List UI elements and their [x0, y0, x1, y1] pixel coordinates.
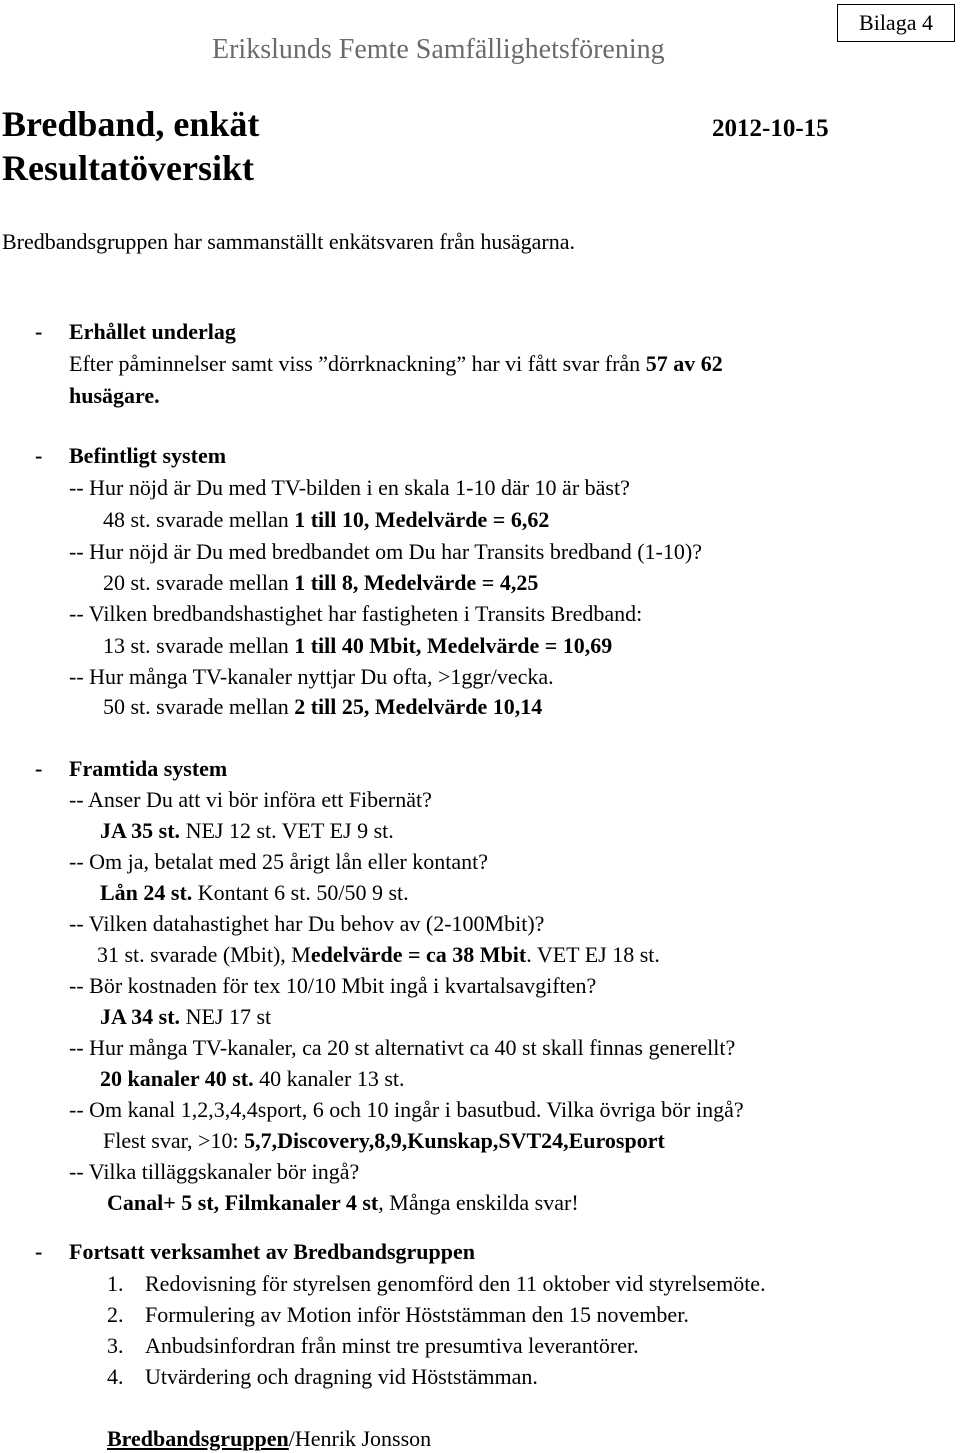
list-item-number: 3. [107, 1333, 124, 1358]
question: -- Hur många TV-kanaler nyttjar Du ofta, >1ggr/vecka. [69, 664, 554, 689]
list-item-number: 1. [107, 1271, 124, 1296]
question: -- Vilka tilläggskanaler bör ingå? [69, 1159, 360, 1184]
section-dash: - [35, 319, 43, 344]
section-heading-framtida: Framtida system [69, 756, 228, 781]
section-dash: - [35, 1239, 43, 1264]
document-title: Bredband, enkät [2, 104, 260, 144]
section-heading-befintligt: Befintligt system [69, 443, 227, 468]
question: -- Om ja, betalat med 25 årigt lån eller kontant? [69, 849, 489, 874]
list-item-number: 4. [107, 1364, 124, 1389]
intro-text: Bredbandsgruppen har sammanställt enkätsvaren från husägarna. [2, 229, 576, 254]
answer: 48 st. svarade mellan 1 till 10, Medelvärde = 6,62 [103, 507, 550, 532]
list-item: Anbudsinfordran från minst tre presumtiva leverantörer. [145, 1333, 639, 1358]
list-item: Formulering av Motion inför Höststämman den 15 november. [145, 1302, 689, 1327]
answer: JA 34 st. NEJ 17 st [100, 1004, 272, 1029]
section-dash: - [35, 443, 43, 468]
question: -- Hur många TV-kanaler, ca 20 st alternativt ca 40 st skall finnas generellt? [69, 1035, 736, 1060]
answer: 13 st. svarade mellan 1 till 40 Mbit, Medelvärde = 10,69 [103, 633, 613, 658]
question: -- Bör kostnaden för tex 10/10 Mbit ingå i kvartalsavgiften? [69, 973, 597, 998]
question: -- Hur nöjd är Du med bredbandet om Du har Transits bredband (1-10)? [69, 539, 702, 564]
signature-group: Bredbandsgruppen [107, 1426, 289, 1451]
answer: JA 35 st. NEJ 12 st. VET EJ 9 st. [100, 818, 394, 843]
underlag-line: Efter påminnelser samt viss ”dörrknackning” har vi fått svar från 57 av 62 [69, 351, 723, 376]
question: -- Anser Du att vi bör införa ett Fibernät? [69, 787, 432, 812]
answer: Lån 24 st. Kontant 6 st. 50/50 9 st. [100, 880, 409, 905]
question: -- Vilken bredbandshastighet har fastigheten i Transits Bredband: [69, 601, 643, 626]
underlag-line-2: husägare. [69, 383, 160, 408]
answer: Canal+ 5 st, Filmkanaler 4 st, Många enskilda svar! [107, 1190, 579, 1215]
list-item: Utvärdering och dragning vid Höststämman. [145, 1364, 538, 1389]
section-dash: - [35, 756, 43, 781]
section-heading-underlag: Erhållet underlag [69, 319, 236, 344]
answer: Flest svar, >10: 5,7,Discovery,8,9,Kunskap,SVT24,Eurosport [103, 1128, 665, 1153]
answer: 31 st. svarade (Mbit), Medelvärde = ca 38 Mbit. VET EJ 18 st. [97, 942, 660, 967]
response-count: 57 av 62 [645, 351, 723, 376]
answer: 50 st. svarade mellan 2 till 25, Medelvärde 10,14 [103, 694, 543, 719]
document-subtitle: Resultatöversikt [2, 148, 254, 188]
signature-person: /Henrik Jonsson [288, 1426, 432, 1451]
list-item: Redovisning för styrelsen genomförd den 11 oktober vid styrelsemöte. [145, 1271, 766, 1296]
question: -- Om kanal 1,2,3,4,4sport, 6 och 10 ingår i basutbud. Vilka övriga bör ingå? [69, 1097, 744, 1122]
list-item-number: 2. [107, 1302, 124, 1327]
question: -- Hur nöjd är Du med TV-bilden i en skala 1-10 där 10 är bäst? [69, 475, 630, 500]
organization-name: Erikslunds Femte Samfällighetsförening [212, 34, 665, 65]
attachment-label: Bilaga 4 [837, 4, 955, 42]
document-date: 2012-10-15 [712, 115, 829, 142]
section-heading-fortsatt: Fortsatt verksamhet av Bredbandsgruppen [69, 1239, 476, 1264]
answer: 20 kanaler 40 st. 40 kanaler 13 st. [100, 1066, 405, 1091]
question: -- Vilken datahastighet har Du behov av (2-100Mbit)? [69, 911, 545, 936]
signature [107, 1426, 431, 1452]
answer: 20 st. svarade mellan 1 till 8, Medelvärde = 4,25 [103, 570, 539, 595]
